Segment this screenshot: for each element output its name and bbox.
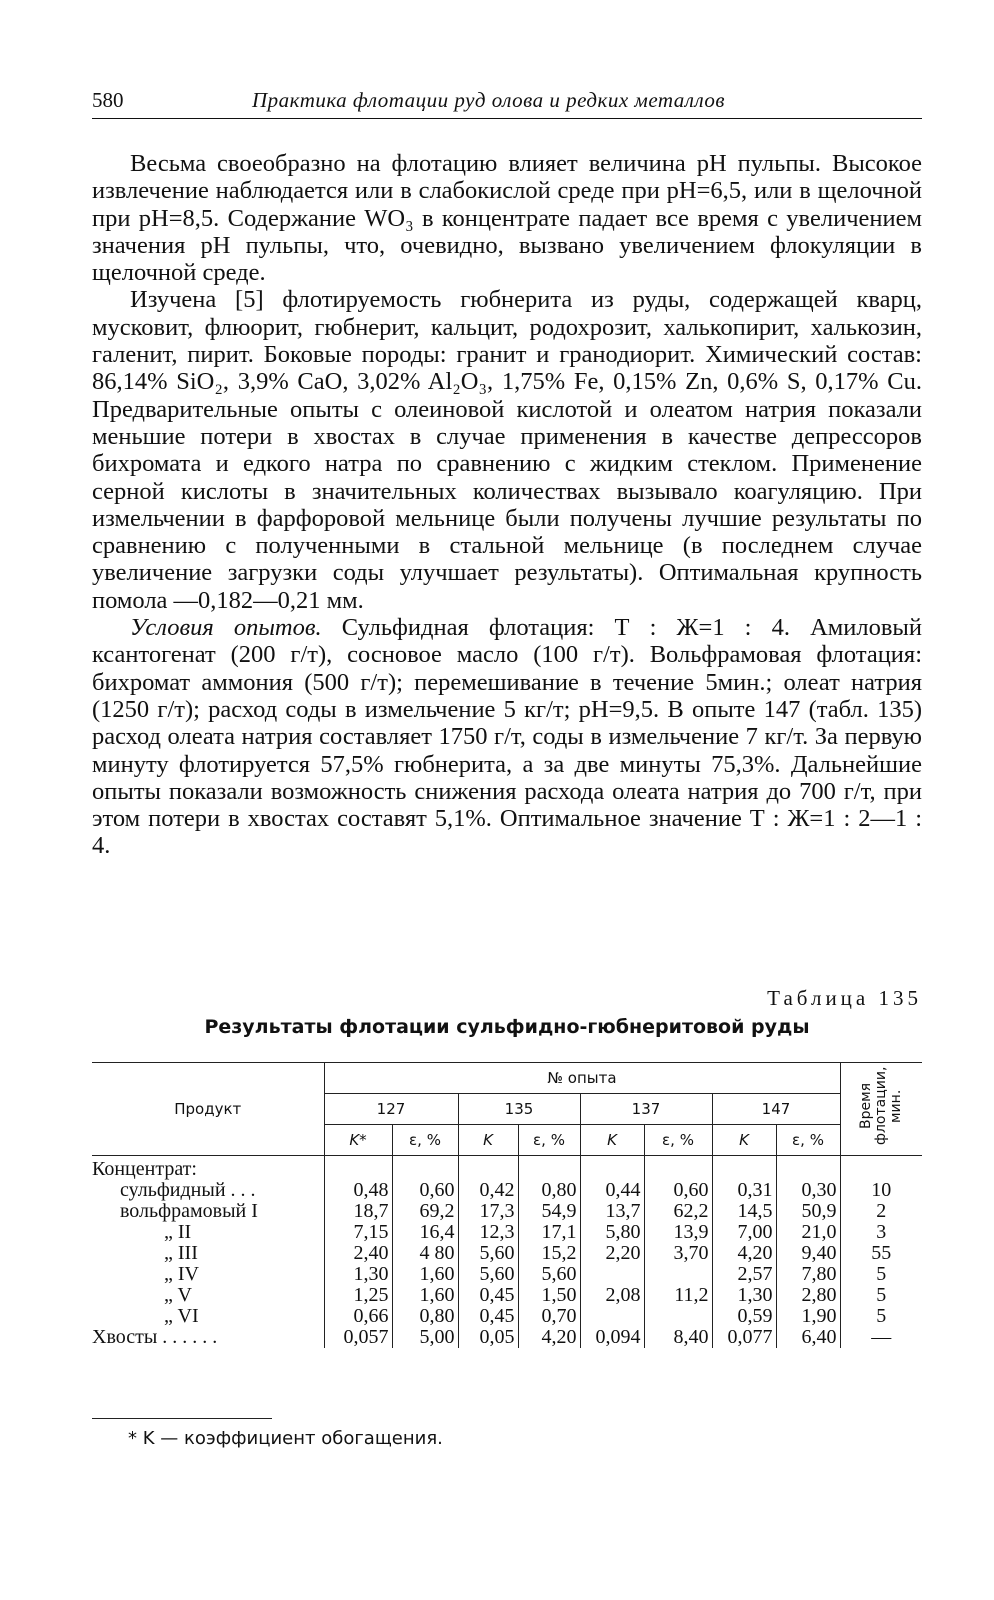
- time-cell: —: [840, 1327, 922, 1348]
- table-row: [92, 1180, 922, 1201]
- k-value-cell: 0,057: [324, 1327, 392, 1348]
- footnote: * K — коэффициент обогащения.: [128, 1428, 443, 1449]
- conditions-label: Условия опытов.: [130, 614, 322, 642]
- header-time-label: Время флотации, мин.: [857, 1066, 904, 1146]
- eps-value-cell: 0,60: [392, 1180, 458, 1201]
- eps-value-cell: 13,9: [644, 1222, 712, 1243]
- eps-value-cell: 0,70: [518, 1306, 580, 1327]
- table-row: [92, 1243, 922, 1264]
- eps-value-cell: 1,60: [392, 1264, 458, 1285]
- header-exp-137: 137: [580, 1094, 712, 1125]
- k-value-cell: 2,57: [712, 1264, 776, 1285]
- product-cell: Хвосты . . . . . .: [92, 1326, 218, 1348]
- eps-value-cell: 3,70: [644, 1243, 712, 1264]
- eps-value-cell: 2,80: [776, 1285, 840, 1306]
- k-value-cell: 5,60: [458, 1243, 518, 1264]
- eps-value-cell: 0,30: [776, 1180, 840, 1201]
- k-value-cell: 5,60: [458, 1264, 518, 1285]
- header-k: K*: [324, 1125, 392, 1156]
- eps-value-cell: 8,40: [644, 1327, 712, 1348]
- eps-value-cell: 5,60: [518, 1264, 580, 1285]
- eps-value-cell: 1,60: [392, 1285, 458, 1306]
- eps-value-cell: 4 80: [392, 1243, 458, 1264]
- eps-value-cell: 17,1: [518, 1222, 580, 1243]
- header-eps: ε, %: [392, 1125, 458, 1156]
- eps-value-cell: [644, 1306, 712, 1327]
- k-value-cell: 1,30: [324, 1264, 392, 1285]
- time-cell: 10: [840, 1180, 922, 1201]
- k-value-cell: 0,42: [458, 1180, 518, 1201]
- k-value-cell: 7,00: [712, 1222, 776, 1243]
- footnote-rule: [92, 1418, 272, 1419]
- header-eps: ε, %: [518, 1125, 580, 1156]
- product-cell: „ V: [164, 1284, 192, 1306]
- table-row: [92, 1306, 922, 1327]
- k-value-cell: 0,094: [580, 1327, 644, 1348]
- eps-value-cell: 9,40: [776, 1243, 840, 1264]
- product-cell: „ VI: [164, 1305, 199, 1327]
- k-value-cell: 14,5: [712, 1201, 776, 1222]
- header-time: [840, 1063, 922, 1156]
- table-row: [92, 1264, 922, 1285]
- header-exp-135: 135: [458, 1094, 580, 1125]
- table-row: [92, 1201, 922, 1222]
- k-value-cell: 5,80: [580, 1222, 644, 1243]
- table-row: [92, 1222, 922, 1243]
- k-value-cell: 7,15: [324, 1222, 392, 1243]
- product-cell: „ III: [164, 1242, 198, 1264]
- eps-value-cell: 4,20: [518, 1327, 580, 1348]
- eps-value-cell: 7,80: [776, 1264, 840, 1285]
- running-title: Практика флотации руд олова и редких металлов: [252, 88, 725, 112]
- table-number: Таблица 135: [767, 986, 922, 1010]
- table-body: [92, 1180, 922, 1348]
- k-value-cell: 0,45: [458, 1285, 518, 1306]
- eps-value-cell: 62,2: [644, 1201, 712, 1222]
- product-cell: „ II: [164, 1221, 192, 1243]
- header-k: K: [712, 1125, 776, 1156]
- eps-value-cell: 6,40: [776, 1327, 840, 1348]
- eps-value-cell: 1,50: [518, 1285, 580, 1306]
- eps-value-cell: 50,9: [776, 1201, 840, 1222]
- body-text: [92, 150, 922, 860]
- eps-value-cell: 69,2: [392, 1201, 458, 1222]
- time-cell: 3: [840, 1222, 922, 1243]
- header-k: K: [458, 1125, 518, 1156]
- k-value-cell: [580, 1306, 644, 1327]
- eps-value-cell: 15,2: [518, 1243, 580, 1264]
- eps-value-cell: [644, 1264, 712, 1285]
- k-value-cell: 0,077: [712, 1327, 776, 1348]
- product-cell: „ IV: [164, 1263, 199, 1285]
- k-value-cell: 0,44: [580, 1180, 644, 1201]
- time-cell: 5: [840, 1306, 922, 1327]
- k-value-cell: [580, 1264, 644, 1285]
- product-cell: сульфидный . . .: [120, 1179, 256, 1201]
- k-value-cell: 2,40: [324, 1243, 392, 1264]
- k-value-cell: 13,7: [580, 1201, 644, 1222]
- header-product: Продукт: [174, 1099, 242, 1118]
- paragraph-ph: Весьма своеобразно на флотацию влияет величина pH пульпы. Высокое извлечение наблюдается или в слабокислой среде при pH=6,5, или в щелочной при pH=8,5. Содержание WO₃ в концентрате падает все время с увеличением значения pH пульпы, что, очевидно, вызвано увеличением флокуляции в щелочной среде.: [92, 150, 922, 287]
- product-cell: вольфрамовый I: [120, 1200, 258, 1222]
- results-table: [92, 1062, 922, 1348]
- table-row: [92, 1327, 922, 1348]
- k-value-cell: 18,7: [324, 1201, 392, 1222]
- k-value-cell: 1,25: [324, 1285, 392, 1306]
- eps-value-cell: 54,9: [518, 1201, 580, 1222]
- header-eps: ε, %: [776, 1125, 840, 1156]
- header-exp-147: 147: [712, 1094, 840, 1125]
- eps-value-cell: 0,80: [518, 1180, 580, 1201]
- page-header: [92, 84, 922, 119]
- table-title: Результаты флотации сульфидно-гюбнеритовой руды: [204, 1016, 810, 1038]
- time-cell: 55: [840, 1243, 922, 1264]
- k-value-cell: 0,05: [458, 1327, 518, 1348]
- k-value-cell: 0,66: [324, 1306, 392, 1327]
- k-value-cell: 2,08: [580, 1285, 644, 1306]
- eps-value-cell: 0,80: [392, 1306, 458, 1327]
- k-value-cell: 4,20: [712, 1243, 776, 1264]
- time-cell: 2: [840, 1201, 922, 1222]
- k-value-cell: 0,45: [458, 1306, 518, 1327]
- eps-value-cell: 21,0: [776, 1222, 840, 1243]
- header-k: K: [580, 1125, 644, 1156]
- time-cell: 5: [840, 1285, 922, 1306]
- k-value-cell: 0,59: [712, 1306, 776, 1327]
- eps-value-cell: 0,60: [644, 1180, 712, 1201]
- page-number: 580: [92, 88, 124, 112]
- k-value-cell: 12,3: [458, 1222, 518, 1243]
- header-experiment-no: № опыта: [324, 1063, 840, 1094]
- k-value-cell: 2,20: [580, 1243, 644, 1264]
- table-row: [92, 1285, 922, 1306]
- time-cell: 5: [840, 1264, 922, 1285]
- k-value-cell: 1,30: [712, 1285, 776, 1306]
- eps-value-cell: 1,90: [776, 1306, 840, 1327]
- eps-value-cell: 11,2: [644, 1285, 712, 1306]
- paragraph-hubnerite: Изучена [5] флотируемость гюбнерита из руды, содержащей кварц, мусковит, флюорит, гюбнерит, кальцит, родохрозит, халькопирит, халькозин, галенит, пирит. Боковые породы: гранит и гранодиорит. Химический состав: 86,14% SiO₂, 3,9% CaO, 3,02% Al₂O₃, 1,75% Fe, 0,15% Zn, 0,6% S, 0,17% Cu. Предварительные опыты с олеиновой кислотой и олеатом натрия показали меньшие потери в хвостах в случае применения в качестве депрессоров бихромата и едкого натра по сравнению с жидким стеклом. Применение серной кислоты в значительных количествах вызывало коагуляцию. При измельчении в фарфоровой мельнице были получены лучшие результаты по сравнению с полученными в стальной мельнице (в последнем случае увеличение загрузки соды улучшает результаты). Оптимальная крупность помола —0,182—0,21 мм.: [92, 286, 922, 614]
- k-value-cell: 0,31: [712, 1180, 776, 1201]
- header-eps: ε, %: [644, 1125, 712, 1156]
- conditions-text: Сульфидная флотация: Т : Ж=1 : 4. Амиловый ксантогенат (200 г/т), сосновое масло (100 г/т). Вольфрамовая флотация: бихромат аммония (500 г/т); перемешивание в течение 5мин.; олеат натрия (1250 г/т); расход соды в измельчение 5 кг/т; pH=9,5. В опыте 147 (табл. 135) расход олеата натрия составляет 1750 г/т, соды в измельчение 7 кг/т. За первую минуту флотируется 57,5% гюбнерита, а за две минуты 75,3%. Дальнейшие опыты показали возможность снижения расхода олеата натрия до 700 г/т, при этом потери в хвостах составят 5,1%. Оптимальное значение Т : Ж=1 : 2—1 : 4.: [92, 614, 922, 860]
- group-label: Концентрат:: [92, 1158, 197, 1180]
- paragraph-conditions: [92, 614, 922, 860]
- k-value-cell: 17,3: [458, 1201, 518, 1222]
- k-value-cell: 0,48: [324, 1180, 392, 1201]
- eps-value-cell: 5,00: [392, 1327, 458, 1348]
- eps-value-cell: 16,4: [392, 1222, 458, 1243]
- header-exp-127: 127: [324, 1094, 458, 1125]
